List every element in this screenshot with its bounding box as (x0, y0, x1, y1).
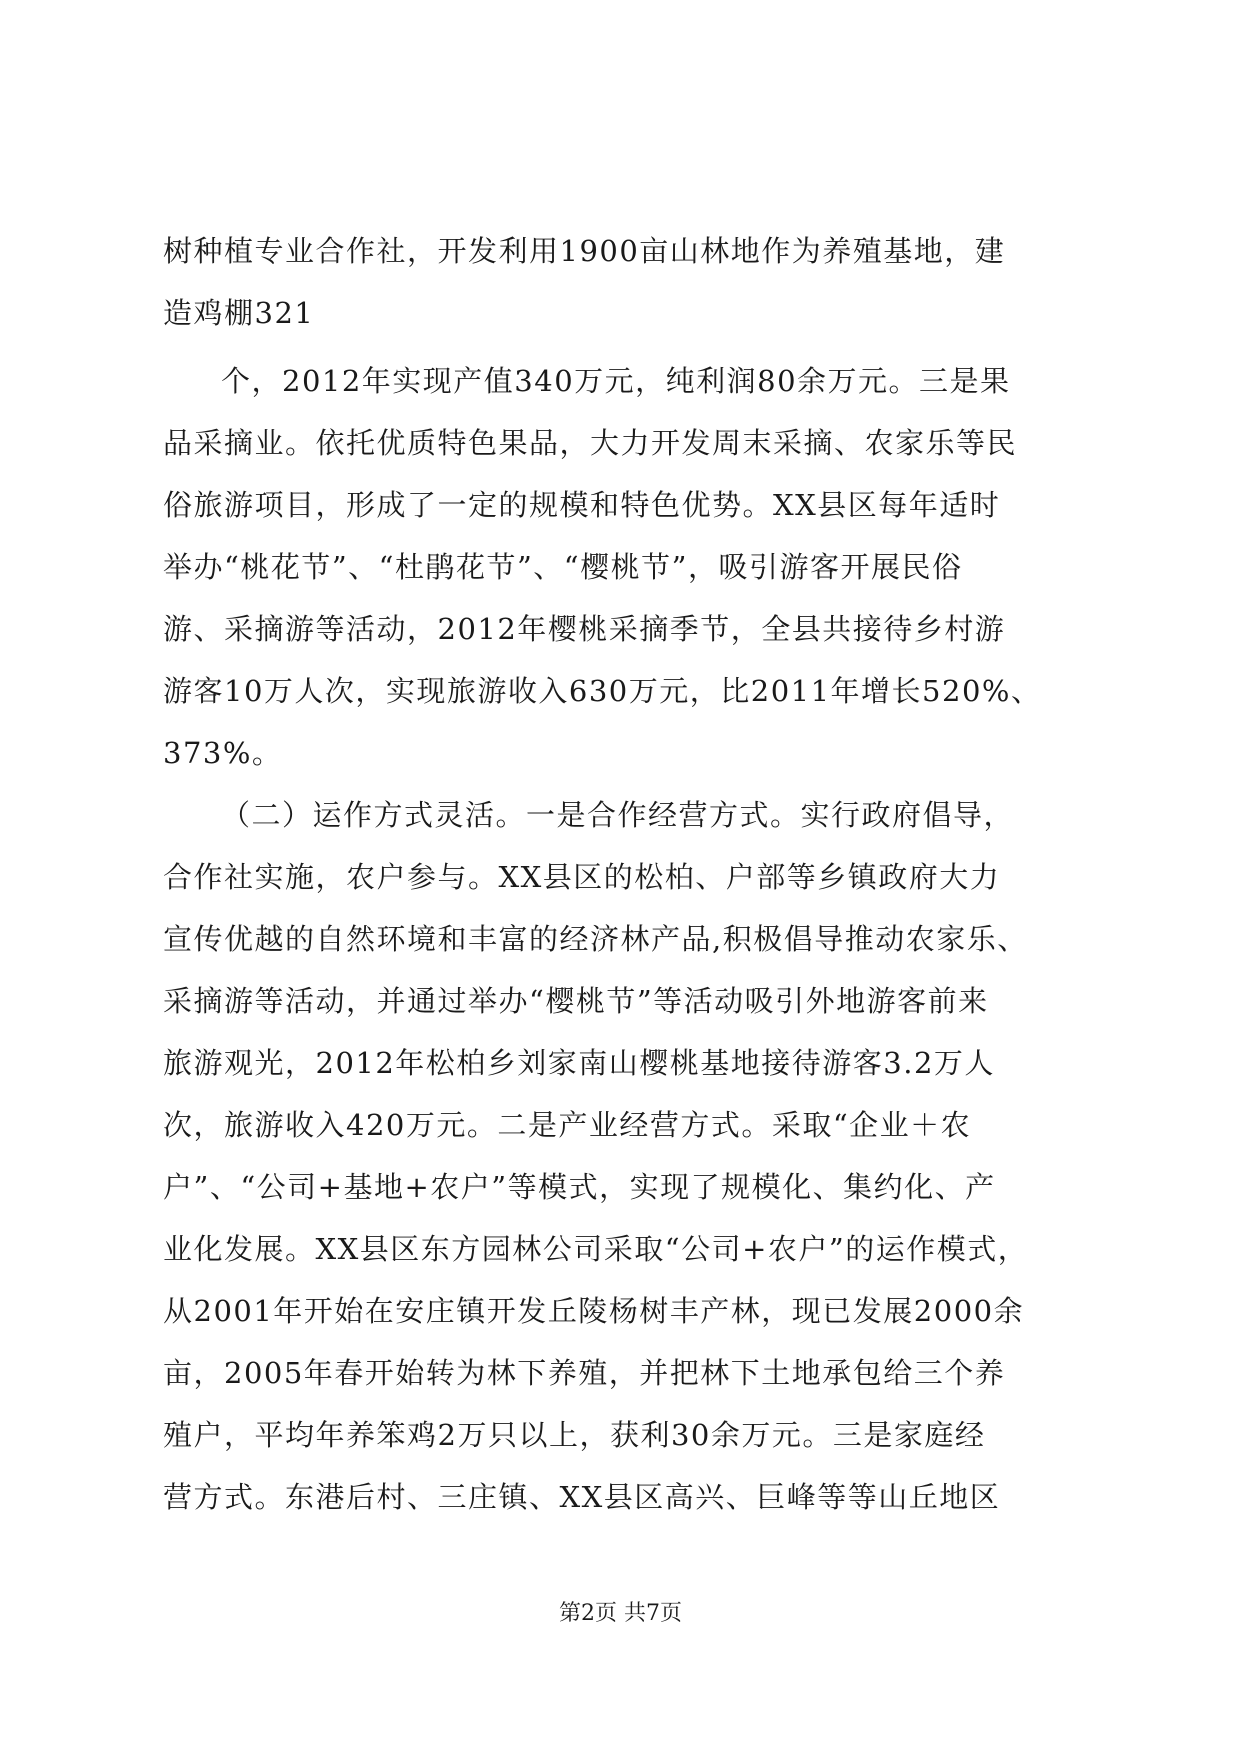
text-line: 俗旅游项目，形成了一定的规模和特色优势。XX县区每年适时 (163, 488, 1001, 522)
text-line: 举办“桃花节”、“杜鹃花节”、“樱桃节”，吸引游客开展民俗 (163, 550, 963, 584)
text-line: 造鸡棚321 (163, 296, 315, 330)
text-line: 亩，2005年春开始转为林下养殖，并把林下土地承包给三个养 (163, 1356, 1006, 1390)
text-line: 采摘游等活动，并通过举办“樱桃节”等活动吸引外地游客前来 (163, 984, 989, 1018)
text-line: 373%。 (163, 736, 283, 770)
text-line: 营方式。东港后村、三庄镇、XX县区高兴、巨峰等等山丘地区 (163, 1480, 1001, 1514)
text-line: 从2001年开始在安庄镇开发丘陵杨树丰产林，现已发展2000余 (163, 1294, 1025, 1328)
document-body (163, 220, 1083, 1528)
text-line: 殖户，平均年养笨鸡2万只以上，获利30余万元。三是家庭经 (163, 1418, 986, 1452)
text-line: 游、采摘游等活动，2012年樱桃采摘季节，全县共接待乡村游 (163, 612, 1006, 646)
page-number-footer: 第2页 共7页 (559, 1601, 682, 1626)
text-line: 次，旅游收入420万元。二是产业经营方式。采取“企业＋农 (163, 1108, 972, 1142)
text-line: 游客10万人次，实现旅游收入630万元，比2011年增长520%、 (163, 674, 1042, 708)
paragraph-start-line: 个，2012年实现产值340万元，纯利润80余万元。三是果 (221, 364, 1011, 398)
text-line: 户”、“公司+基地+农户”等模式，实现了规模化、集约化、产 (163, 1170, 996, 1204)
text-line: 合作社实施，农户参与。XX县区的松柏、户部等乡镇政府大力 (163, 860, 1001, 894)
text-line: 树种植专业合作社，开发利用1900亩山林地作为养殖基地，建 (163, 234, 1006, 268)
section-heading-line: （二）运作方式灵活。一是合作经营方式。实行政府倡导， (221, 798, 1015, 832)
text-line: 业化发展。XX县区东方园林公司采取“公司+农户”的运作模式， (163, 1232, 1029, 1266)
text-line: 宣传优越的自然环境和丰富的经济林产品,积极倡导推动农家乐、 (163, 922, 1028, 956)
text-line: 旅游观光，2012年松柏乡刘家南山樱桃基地接待游客3.2万人 (163, 1046, 995, 1080)
text-line: 品采摘业。依托优质特色果品，大力开发周末采摘、农家乐等民 (163, 426, 1018, 460)
